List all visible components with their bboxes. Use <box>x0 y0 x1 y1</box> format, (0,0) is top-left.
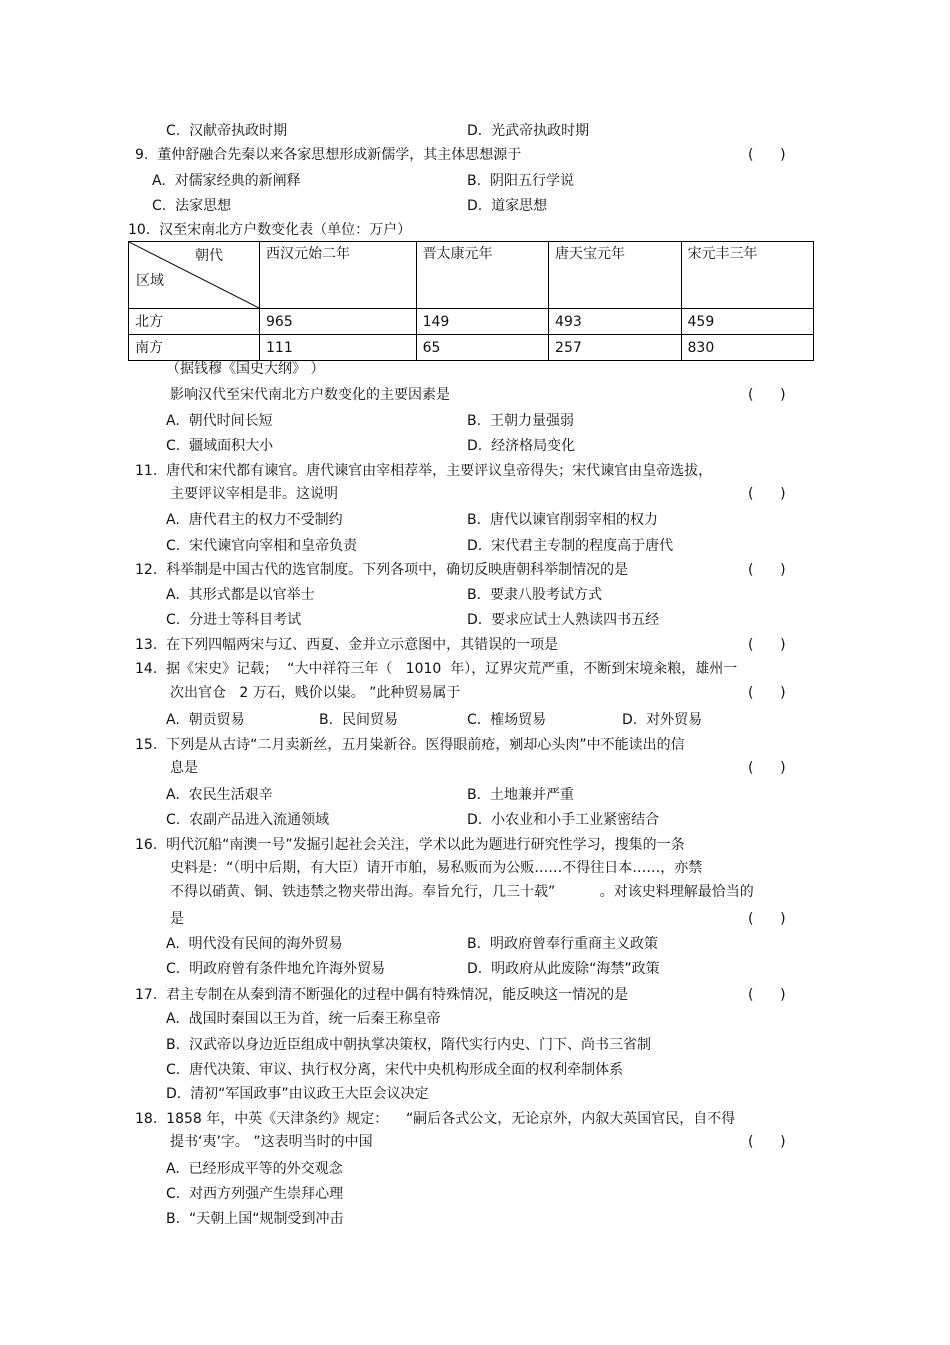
text-line: 12. 科举制是中国古代的选官制度。下列各项中，确切反映唐朝科举制情况的是 <box>135 562 629 578</box>
text-line: B. 明政府曾奉行重商主义政策 <box>467 936 658 952</box>
text-line: 息是 <box>170 760 198 776</box>
text-line: C. 法家思想 <box>152 198 232 214</box>
text-line: C. 对西方列强产生崇拜心理 <box>166 1186 344 1202</box>
table-cell: 65 <box>416 335 548 361</box>
text-line: D. 对外贸易 <box>622 712 703 728</box>
text-line: D. 要求应试士人熟读四书五经 <box>467 612 660 628</box>
text-line: 不得以硝黄、铜、铁违禁之物夹带出海。奉旨允行，几三十载” 。对该史料理解最恰当的 <box>170 884 754 900</box>
text-line: D. 小农业和小手工业紧密结合 <box>467 812 660 828</box>
table-cell: 111 <box>260 335 417 361</box>
text-line: B. 土地兼并严重 <box>467 787 574 803</box>
corner-dynasty-label: 朝代 <box>195 248 223 264</box>
answer-blank: ( ) <box>748 562 786 578</box>
text-line: （据钱穆《国史大纲》 ） <box>166 361 325 377</box>
text-line: A. 农民生活艰辛 <box>166 787 273 803</box>
answer-blank: ( ) <box>748 637 786 653</box>
text-line: 11. 唐代和宋代都有谏官。唐代谏官由宰相荐举，主要评议皇帝得失；宋代谏官由皇帝选拔， <box>135 463 713 479</box>
text-line: A. 明代没有民间的海外贸易 <box>166 936 343 952</box>
table-row <box>129 335 814 361</box>
answer-blank: ( ) <box>748 147 786 163</box>
text-line: C. 农副产品进入流通领域 <box>166 812 330 828</box>
text-line: 主要评议宰相是非。这说明 <box>170 486 338 502</box>
answer-blank: ( ) <box>748 911 786 927</box>
answer-blank: ( ) <box>748 486 786 502</box>
text-line: A. 朝贡贸易 <box>166 712 245 728</box>
text-line: 15. 下列是从古诗“二月卖新丝，五月粜新谷。医得眼前疮，剜却心头肉”中不能读出的信 <box>135 737 685 753</box>
text-line: A. 对儒家经典的新阐释 <box>152 173 301 189</box>
text-line: B. 阴阳五行学说 <box>467 173 574 189</box>
text-line: D. 道家思想 <box>467 198 548 214</box>
text-line: 16. 明代沉船“南澳一号”发掘引起社会关注，学术以此为题进行研究性学习，搜集的一条 <box>135 837 685 853</box>
text-line: B. 唐代以谏官削弱宰相的权力 <box>467 512 658 528</box>
text-line: C. 汉献帝执政时期 <box>166 123 288 139</box>
text-line: C. 分进士等科目考试 <box>166 612 302 628</box>
table-cell: 493 <box>549 309 681 335</box>
text-line: B. 王朝力量强弱 <box>467 413 574 429</box>
text-line: 史料是：“（明中后期，有大臣）请开市舶，易私贩而为公贩……不得往日本……，亦禁 <box>170 860 703 876</box>
text-line: C. 宋代谏官向宰相和皇帝负责 <box>166 538 358 554</box>
table-cell: 830 <box>681 335 814 361</box>
answer-blank: ( ) <box>748 987 786 1003</box>
table-header-cell: 宋元丰三年 <box>681 242 814 309</box>
text-line: B. “天朝上国“规制受到冲击 <box>166 1211 344 1227</box>
text-line: 13. 在下列四幅两宋与辽、西夏、金并立示意图中，其错误的一项是 <box>135 637 559 653</box>
table-cell: 149 <box>416 309 548 335</box>
text-line: 10. 汉至宋南北方户数变化表（单位：万户） <box>128 222 412 238</box>
text-line: 提书‘夷’字。 ”这表明当时的中国 <box>170 1134 373 1150</box>
table-header-cell: 晋太康元年 <box>416 242 548 309</box>
text-line: A. 战国时秦国以王为首，统一后秦王称皇帝 <box>166 1011 441 1027</box>
answer-blank: ( ) <box>748 387 786 403</box>
table-cell: 965 <box>260 309 417 335</box>
text-line: 18. 1858 年，中英《天津条约》规定： “嗣后各式公文，无论京外，内叙大英国官民，自不得 <box>135 1111 736 1127</box>
text-line: C. 榷场贸易 <box>467 712 547 728</box>
text-line: C. 明政府曾有条件地允许海外贸易 <box>166 961 386 977</box>
table-header-cell: 西汉元始二年 <box>260 242 417 309</box>
table-region-cell: 南方 <box>129 335 260 361</box>
text-line: B. 汉武帝以身边近臣组成中朝执掌决策权，隋代实行内史、门下、尚书三省制 <box>166 1037 651 1053</box>
text-line: 影响汉代至宋代南北方户数变化的主要因素是 <box>170 387 450 403</box>
table-header-row <box>129 242 814 309</box>
text-line: B. 要隶八股考试方式 <box>467 587 602 603</box>
text-line: 次出官仓 2 万石，贱价以粜。 ”此种贸易属于 <box>170 685 461 701</box>
text-line: A. 其形式都是以官举士 <box>166 587 315 603</box>
text-line: 是 <box>170 911 184 927</box>
text-line: D. 宋代君主专制的程度高于唐代 <box>467 538 674 554</box>
table-cell: 459 <box>681 309 814 335</box>
text-line: 17. 君主专制在从秦到清不断强化的过程中偶有特殊情况，能反映这一情况的是 <box>135 987 629 1003</box>
text-line: A. 唐代君主的权力不受制约 <box>166 512 343 528</box>
text-line: A. 已经形成平等的外交观念 <box>166 1161 343 1177</box>
text-line: D. 清初“军国政事”由议政王大臣会议决定 <box>166 1086 429 1102</box>
text-line: B. 民间贸易 <box>319 712 398 728</box>
text-line: 9. 董仲舒融合先秦以来各家思想形成新儒学，其主体思想源于 <box>135 147 522 163</box>
table-row <box>129 309 814 335</box>
table-corner-cell <box>129 242 260 309</box>
household-table <box>128 241 814 361</box>
corner-region-label: 区域 <box>136 273 164 289</box>
table-cell: 257 <box>549 335 681 361</box>
answer-blank: ( ) <box>748 1134 786 1150</box>
text-line: D. 明政府从此废除“海禁”政策 <box>467 961 660 977</box>
text-line: D. 经济格局变化 <box>467 438 576 454</box>
text-line: A. 朝代时间长短 <box>166 413 273 429</box>
table-header-cell: 唐天宝元年 <box>549 242 681 309</box>
table-region-cell: 北方 <box>129 309 260 335</box>
answer-blank: ( ) <box>748 760 786 776</box>
text-line: C. 唐代决策、审议、执行权分离，宋代中央机构形成全面的权利牵制体系 <box>166 1062 624 1078</box>
text-line: D. 光武帝执政时期 <box>467 123 590 139</box>
text-line: C. 疆域面积大小 <box>166 438 274 454</box>
text-line: 14. 据《宋史》记载； “大中祥符三年（ 1010 年），辽界灾荒严重，不断到宋境籴粮，雄州一 <box>135 661 738 677</box>
answer-blank: ( ) <box>748 685 786 701</box>
